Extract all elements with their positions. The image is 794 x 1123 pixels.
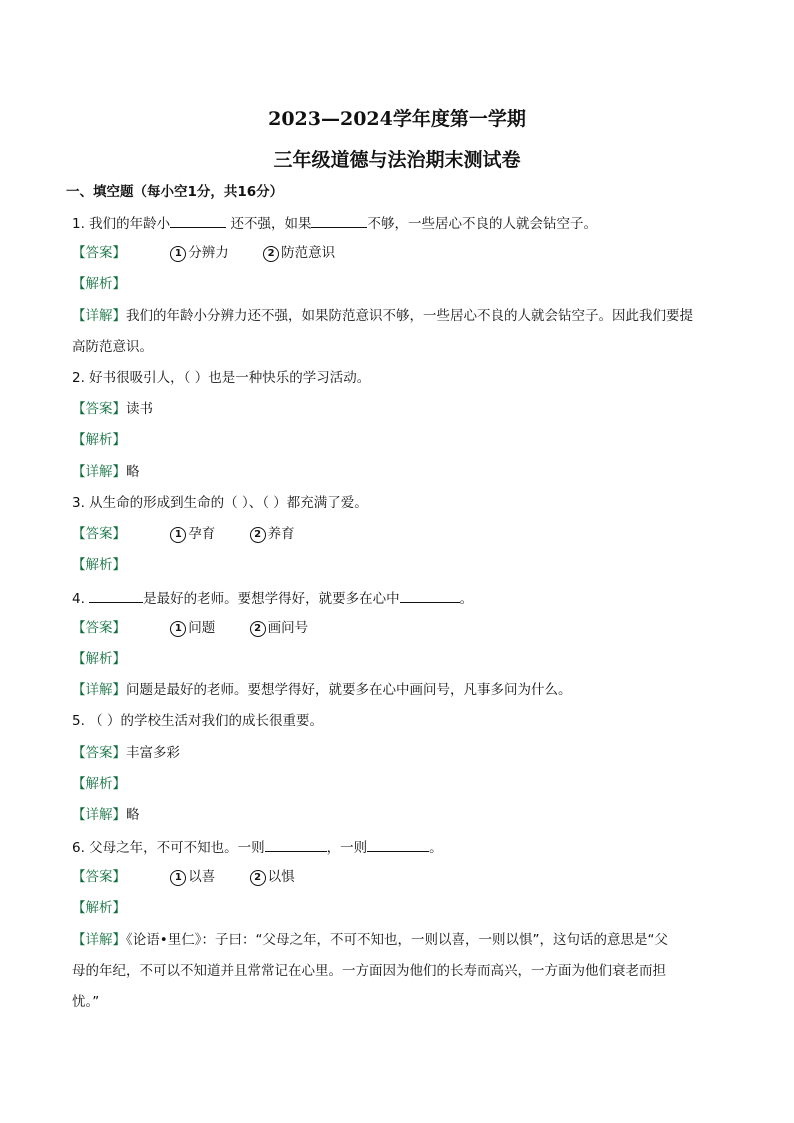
exam-subtitle: 三年级道德与法治期末测试卷	[273, 149, 521, 171]
answer-label: 【答案】	[72, 526, 126, 542]
answer-option: 养育	[267, 526, 295, 542]
circled-number: 1	[170, 527, 186, 543]
question-4-text-a: 4.	[72, 591, 90, 607]
detail-text-cont: 高防范意识。	[72, 339, 153, 355]
answer-label: 【答案】	[72, 745, 126, 761]
detail-text: 略	[126, 807, 140, 823]
detail-row-1	[72, 307, 693, 325]
detail-text: 略	[126, 464, 140, 480]
question-6-text-b: ，一则	[326, 840, 368, 856]
detail-text: 《论语•里仁》：子曰：“父母之年，不可不知也，一则以喜，一则以惧”，这句话的意思是“父	[126, 932, 668, 948]
circled-number: 1	[170, 246, 186, 262]
analysis-label: 【解析】	[72, 776, 126, 792]
answer-option: 防范意识	[281, 245, 336, 261]
question-4	[72, 588, 473, 608]
detail-row-6	[72, 931, 668, 949]
detail-text-cont: 母的年纪，不可以不知道并且常常记在心里。一方面因为他们的长寿而高兴，一方面为他们衰老而担	[72, 963, 666, 979]
answer-option: 问题	[188, 620, 216, 636]
analysis-label: 【解析】	[72, 432, 126, 448]
answer-label: 【答案】	[72, 869, 126, 885]
detail-text: 问题是最好的老师。要想学得好，就要多在心中画问号，凡事多问为什么。	[126, 682, 572, 698]
answer-option: 孕育	[188, 526, 216, 542]
circled-number: 2	[250, 621, 266, 637]
question-3: 3. 从生命的形成到生命的（ ）、（ ）都充满了爱。	[72, 495, 368, 511]
answer-text: 丰富多彩	[126, 745, 180, 761]
question-5: 5. （ ）的学校生活对我们的成长很重要。	[72, 713, 323, 729]
question-2: 2. 好书很吸引人，（ ）也是一种快乐的学习活动。	[72, 370, 371, 386]
question-1	[72, 213, 597, 233]
answer-option: 分辨力	[188, 245, 229, 261]
answer-option: 画问号	[267, 620, 309, 636]
circled-number: 1	[170, 621, 186, 637]
answer-text: 读书	[126, 401, 153, 417]
detail-text: 我们的年龄小分辨力还不强，如果防范意识不够，一些居心不良的人就会钻空子。因此我们要提	[126, 308, 693, 324]
detail-text-cont: 忧。”	[72, 994, 100, 1010]
circled-number: 2	[250, 527, 266, 543]
answer-label: 【答案】	[72, 245, 126, 261]
detail-label: 【详解】	[72, 308, 126, 324]
answer-option: 以惧	[267, 869, 295, 885]
answer-row-4	[72, 619, 308, 637]
circled-number: 1	[170, 870, 186, 886]
blank	[89, 588, 143, 603]
detail-label: 【详解】	[72, 682, 126, 698]
question-1-text-a: 1. 我们的年龄小	[72, 216, 171, 232]
section-heading: 一、填空题（每小空1分，共16分）	[66, 184, 284, 200]
blank	[400, 588, 460, 603]
answer-option: 以喜	[188, 869, 216, 885]
blank	[367, 837, 429, 852]
answer-row-3	[72, 525, 295, 543]
question-1-text-c: 不够，一些居心不良的人就会钻空子。	[367, 216, 597, 232]
analysis-label: 【解析】	[72, 651, 126, 667]
answer-row-6	[72, 868, 295, 886]
question-6-text-c: 。	[429, 840, 443, 856]
question-6-text-a: 6. 父母之年，不可不知也。一则	[72, 840, 265, 856]
analysis-label: 【解析】	[72, 276, 126, 292]
detail-label: 【详解】	[72, 464, 126, 480]
analysis-label: 【解析】	[72, 900, 126, 916]
blank	[265, 837, 327, 852]
question-4-text-c: 。	[459, 591, 474, 607]
detail-row-2	[72, 463, 140, 481]
answer-label: 【答案】	[72, 401, 126, 417]
question-6	[72, 837, 443, 857]
circled-number: 2	[263, 246, 279, 262]
detail-row-4	[72, 681, 572, 699]
exam-title: 2023—2024学年度第一学期	[268, 108, 526, 130]
detail-label: 【详解】	[72, 807, 126, 823]
detail-row-5	[72, 806, 140, 824]
blank	[311, 213, 367, 228]
answer-row-1	[72, 244, 335, 262]
detail-label: 【详解】	[72, 932, 126, 948]
answer-label: 【答案】	[72, 620, 126, 636]
question-4-text-b: 是最好的老师。要想学得好，就要多在心中	[143, 591, 400, 607]
blank	[170, 213, 226, 228]
analysis-label: 【解析】	[72, 557, 126, 573]
question-1-text-b: 还不强，如果	[226, 216, 312, 232]
answer-row-2	[72, 400, 153, 418]
answer-row-5	[72, 744, 180, 762]
circled-number: 2	[250, 870, 266, 886]
